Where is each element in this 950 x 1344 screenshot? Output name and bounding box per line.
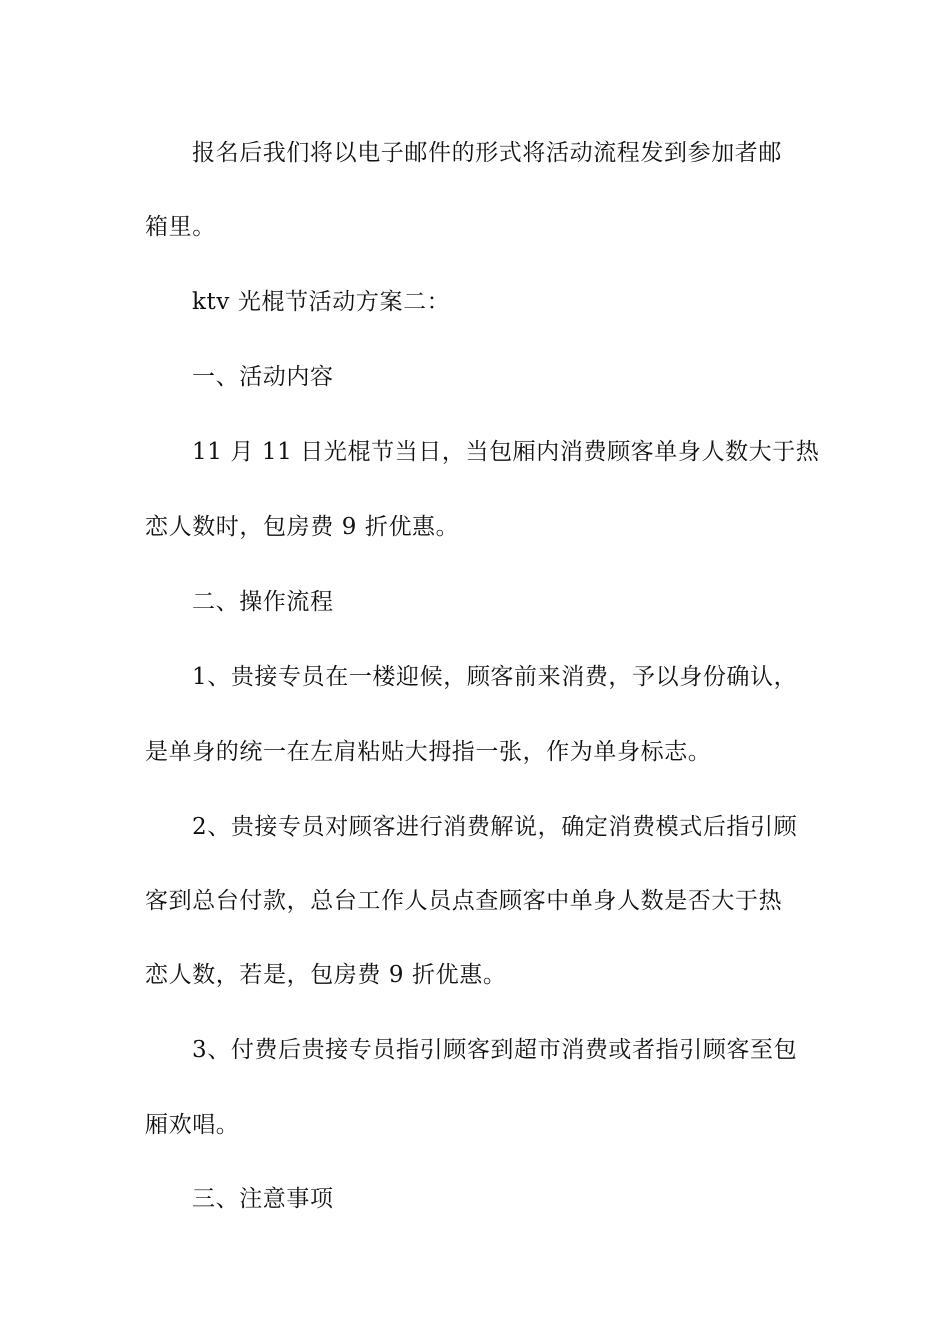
section-heading: 二、操作流程 bbox=[192, 589, 334, 615]
section-title: ktv 光棍节活动方案二： bbox=[192, 289, 451, 315]
paragraph-line: 11 月 11 日光棍节当日，当包厢内消费顾客单身人数大于热 bbox=[192, 439, 820, 465]
paragraph-line: 厢欢唱。 bbox=[145, 1112, 240, 1138]
paragraph-line: 箱里。 bbox=[145, 214, 216, 240]
paragraph-line: 报名后我们将以电子邮件的形式将活动流程发到参加者邮 bbox=[192, 140, 782, 166]
section-heading: 一、活动内容 bbox=[192, 364, 334, 390]
paragraph-line: 1、贵接专员在一楼迎候，顾客前来消费，予以身份确认， bbox=[192, 664, 798, 690]
paragraph-line: 客到总台付款，总台工作人员点查顾客中单身人数是否大于热 bbox=[145, 888, 783, 914]
paragraph-line: 3、付费后贵接专员指引顾客到超市消费或者指引顾客至包 bbox=[192, 1037, 798, 1063]
paragraph-line: 恋人数时，包房费 9 折优惠。 bbox=[145, 514, 460, 540]
paragraph-line: 恋人数，若是，包房费 9 折优惠。 bbox=[145, 962, 507, 988]
paragraph-line: 2、贵接专员对顾客进行消费解说，确定消费模式后指引顾 bbox=[192, 814, 798, 840]
paragraph-line: 是单身的统一在左肩粘贴大拇指一张，作为单身标志。 bbox=[145, 739, 712, 765]
section-heading: 三、注意事项 bbox=[192, 1186, 334, 1212]
